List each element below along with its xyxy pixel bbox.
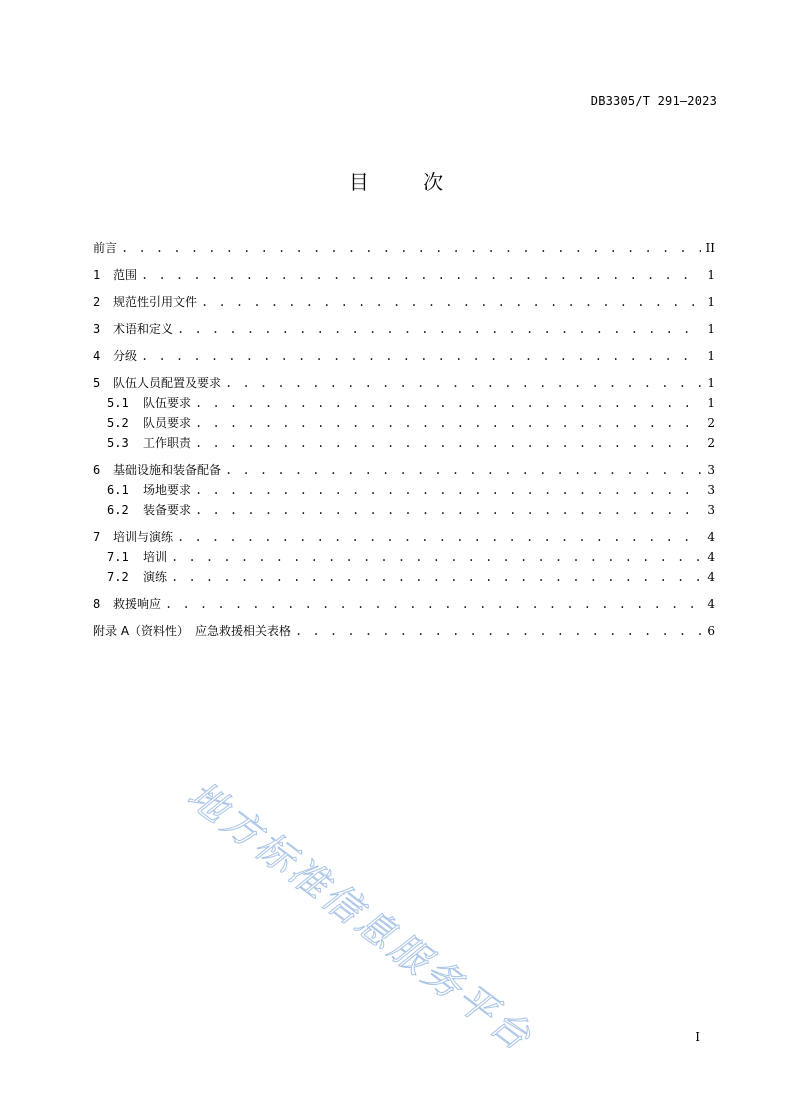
toc-entry[interactable] [93,265,715,285]
title-char-2: 次 [423,170,444,194]
toc-entry-label: 队员要求 [143,416,192,430]
toc-entry-number: 5 [93,376,101,390]
toc-entry[interactable] [93,433,715,453]
toc-entry-page: 3 [707,483,715,497]
toc-entry-page: 1 [707,322,715,336]
toc-entry[interactable] [93,238,715,258]
toc-entry-page: 4 [707,530,715,544]
doc-code: DB3305/T 291—2023 [590,94,717,108]
toc-entry-label: 工作职责 [143,436,192,450]
toc-entry-page: 1 [707,268,715,282]
toc-entry[interactable] [93,319,715,339]
toc-entry-label: 培训与演练 [113,530,174,544]
toc-entry[interactable] [93,594,715,614]
toc-leader-dots [177,319,701,339]
toc-entry-label: 装备要求 [143,503,192,517]
toc-entry[interactable] [93,527,715,547]
toc-entry-page: 1 [707,295,715,309]
toc-entry[interactable] [93,393,715,413]
toc-entry-number: 5.1 [107,396,129,410]
toc-entry-number: 8 [93,597,101,611]
toc-leader-dots [225,460,701,480]
toc-leader-dots [171,567,701,587]
toc-leader-dots [165,594,701,614]
toc-entry-page: 2 [707,436,715,450]
toc-entry-label: 规范性引用文件 [113,295,198,309]
toc-entry-page: 1 [707,396,715,410]
toc-entry-number: 3 [93,322,101,336]
toc-entry-page: 4 [707,550,715,564]
toc-entry-number: 5.2 [107,416,129,430]
watermark: 地方标准信息服务平台 [179,772,542,1061]
toc-entry-label: 救援响应 [113,597,162,611]
toc-entry-page: 4 [707,597,715,611]
toc-entry-page: II [705,241,715,255]
toc-entry[interactable] [93,547,715,567]
toc-entry-page: 1 [707,376,715,390]
toc-entry[interactable] [93,480,715,500]
toc-entry[interactable] [93,373,715,393]
toc-entry-number: 7.1 [107,550,129,564]
toc-entry-label: 基础设施和装备配备 [113,463,222,477]
toc-leader-dots [225,373,701,393]
toc-entry[interactable] [93,413,715,433]
toc-entry[interactable] [93,621,715,641]
toc-leader-dots [201,292,701,312]
toc-entry-label: 演练 [143,570,168,584]
toc-entry-label: 前言 [93,241,118,255]
toc-entry-number: 6.1 [107,483,129,497]
toc-entry-number: 4 [93,349,101,363]
toc-entry-page: 4 [707,570,715,584]
title-char-1: 目 [348,170,369,194]
toc-entry[interactable] [93,292,715,312]
toc-entry-label: 队伍人员配置及要求 [113,376,222,390]
toc-leader-dots [195,393,701,413]
toc-entry-number: 2 [93,295,101,309]
toc-entry-label: 术语和定义 [113,322,174,336]
toc-entry-label: 分级 [113,349,138,363]
toc-entry-page: 3 [707,503,715,517]
toc-leader-dots [177,527,701,547]
toc-entry[interactable] [93,500,715,520]
toc-leader-dots [195,500,701,520]
toc-leader-dots [295,621,701,641]
toc-entry-label: 队伍要求 [143,396,192,410]
toc-entry-number: 5.3 [107,436,129,450]
toc-entry[interactable] [93,346,715,366]
toc-entry-page: 2 [707,416,715,430]
toc-leader-dots [141,265,701,285]
toc-entry-number: 6.2 [107,503,129,517]
toc-entry[interactable] [93,460,715,480]
toc-entry-label: 附录 A（资料性） 应急救援相关表格 [93,624,292,638]
toc-entry-number: 7 [93,530,101,544]
toc-entry-number: 1 [93,268,101,282]
toc-list [93,238,715,641]
toc-entry-label: 培训 [143,550,168,564]
toc-leader-dots [195,433,701,453]
toc-leader-dots [195,413,701,433]
toc-leader-dots [171,547,701,567]
page-number: I [695,1030,700,1044]
toc-entry-page: 6 [707,624,715,638]
toc-entry-label: 场地要求 [143,483,192,497]
toc-entry-label: 范围 [113,268,138,282]
page-title [0,166,792,195]
toc-leader-dots [141,346,701,366]
toc-entry-page: 3 [707,463,715,477]
toc-leader-dots [121,238,701,258]
toc-entry-number: 6 [93,463,101,477]
toc-entry-page: 1 [707,349,715,363]
toc-entry[interactable] [93,567,715,587]
toc-entry-number: 7.2 [107,570,129,584]
toc-leader-dots [195,480,701,500]
